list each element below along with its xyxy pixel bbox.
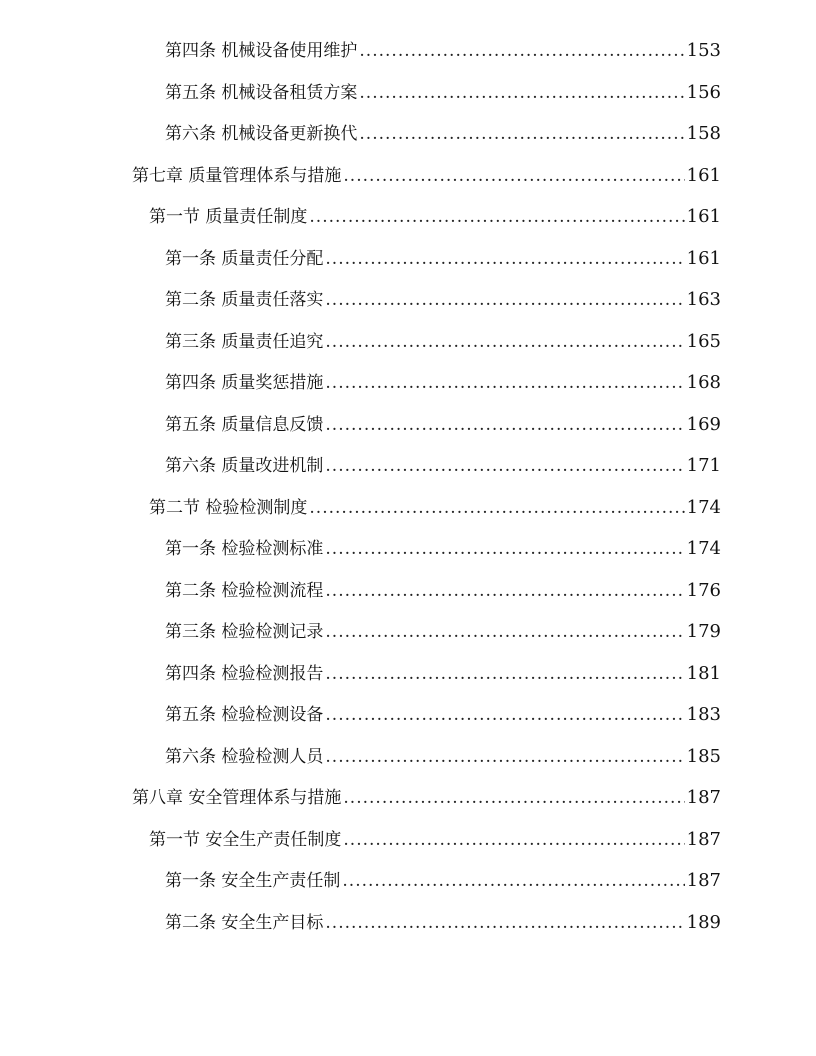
- toc-entry[interactable]: [165, 445, 721, 487]
- toc-dot-leader: [343, 156, 684, 198]
- toc-entry-page: 187: [686, 870, 721, 891]
- toc-dot-leader: [325, 529, 684, 571]
- toc-entry-page: 165: [686, 330, 721, 352]
- toc-entry[interactable]: [165, 902, 721, 944]
- toc-dot-leader: [309, 488, 684, 530]
- toc-dot-leader: [342, 861, 684, 903]
- toc-entry-page: 156: [686, 81, 721, 103]
- toc-dot-leader: [325, 612, 684, 654]
- toc-entry[interactable]: [165, 653, 721, 695]
- toc-dot-leader: [325, 363, 684, 405]
- toc-entry[interactable]: [165, 279, 721, 321]
- toc-entry-section[interactable]: [149, 819, 721, 861]
- toc-entry-title: 第六条 检验检测人员: [165, 746, 324, 767]
- toc-entry-chapter[interactable]: [132, 777, 721, 819]
- toc-entry[interactable]: [165, 611, 721, 653]
- toc-entry-title: 第五条 检验检测设备: [165, 705, 324, 725]
- toc-entry-title: 第七章 质量管理体系与措施: [132, 165, 342, 186]
- toc-dot-leader: [343, 820, 684, 862]
- toc-entry-page: 168: [686, 372, 721, 393]
- toc-entry[interactable]: [165, 736, 721, 778]
- toc-entry-page: 187: [686, 787, 721, 808]
- toc-entry-title: 第四条 检验检测报告: [165, 663, 324, 684]
- toc-entry-title: 第二条 检验检测流程: [165, 580, 324, 601]
- toc-entry-title: 第五条 机械设备租赁方案: [165, 82, 358, 103]
- toc-entry-section[interactable]: [149, 196, 721, 238]
- toc-dot-leader: [325, 446, 684, 488]
- toc-entry[interactable]: [165, 321, 721, 363]
- toc-entry-title: 第二条 质量责任落实: [165, 290, 324, 310]
- toc-entry-page: 187: [686, 828, 721, 850]
- toc-entry-page: 174: [686, 538, 721, 559]
- toc-entry-page: 181: [686, 662, 721, 684]
- toc-dot-leader: [359, 31, 684, 73]
- toc-dot-leader: [359, 114, 684, 156]
- toc-entry-chapter[interactable]: [132, 155, 721, 197]
- toc-entry-page: 171: [686, 455, 721, 476]
- toc-entry-page: 174: [686, 496, 721, 518]
- toc-dot-leader: [325, 654, 684, 696]
- toc-dot-leader: [325, 903, 684, 945]
- toc-entry-page: 158: [686, 123, 721, 144]
- toc-entry[interactable]: [165, 362, 721, 404]
- toc-entry-title: 第四条 质量奖惩措施: [165, 373, 324, 393]
- toc-dot-leader: [325, 405, 684, 447]
- toc-entry-title: 第一条 质量责任分配: [165, 248, 324, 269]
- toc-entry-title: 第六条 机械设备更新换代: [165, 124, 358, 144]
- toc-entry[interactable]: [165, 113, 721, 155]
- toc-dot-leader: [359, 73, 684, 115]
- toc-entry-title: 第一条 安全生产责任制: [165, 871, 341, 891]
- toc-entry-page: 176: [686, 579, 721, 601]
- toc-entry-title: 第三条 质量责任追究: [165, 331, 324, 352]
- toc-dot-leader: [325, 571, 684, 613]
- toc-entry-title: 第一节 安全生产责任制度: [149, 829, 342, 850]
- toc-dot-leader: [309, 197, 684, 239]
- toc-entry-title: 第八章 安全管理体系与措施: [132, 788, 342, 808]
- toc-entry-title: 第四条 机械设备使用维护: [165, 41, 358, 61]
- toc-entry[interactable]: [165, 404, 721, 446]
- toc-entry-title: 第一条 检验检测标准: [165, 539, 324, 559]
- toc-entry[interactable]: [165, 694, 721, 736]
- toc-entry[interactable]: [165, 30, 721, 72]
- toc-entry[interactable]: [165, 528, 721, 570]
- toc-entry-page: 185: [686, 745, 721, 767]
- toc-entry-title: 第二节 检验检测制度: [149, 497, 308, 518]
- toc-entry-title: 第一节 质量责任制度: [149, 207, 308, 227]
- toc-entry-title: 第五条 质量信息反馈: [165, 414, 324, 435]
- toc-dot-leader: [325, 239, 684, 281]
- toc-entry-page: 161: [686, 206, 721, 227]
- toc-entry-page: 161: [686, 247, 721, 269]
- toc-entry-page: 169: [686, 413, 721, 435]
- toc-entry-title: 第二条 安全生产目标: [165, 912, 324, 933]
- toc-entry-page: 183: [686, 704, 721, 725]
- toc-dot-leader: [325, 280, 684, 322]
- toc-dot-leader: [325, 737, 684, 779]
- toc-entry-page: 189: [686, 911, 721, 933]
- toc-entry-section[interactable]: [149, 487, 721, 529]
- toc-entry[interactable]: [165, 72, 721, 114]
- toc-entry-page: 153: [686, 40, 721, 61]
- toc-entry-title: 第三条 检验检测记录: [165, 622, 324, 642]
- toc-dot-leader: [325, 322, 684, 364]
- toc-entry-title: 第六条 质量改进机制: [165, 456, 324, 476]
- toc-entry[interactable]: [165, 238, 721, 280]
- toc-dot-leader: [343, 778, 684, 820]
- toc-entry-page: 161: [686, 164, 721, 186]
- toc-entry-page: 179: [686, 621, 721, 642]
- toc-entry-page: 163: [686, 289, 721, 310]
- toc-entry[interactable]: [165, 570, 721, 612]
- toc-dot-leader: [325, 695, 684, 737]
- toc-entry[interactable]: [165, 860, 721, 902]
